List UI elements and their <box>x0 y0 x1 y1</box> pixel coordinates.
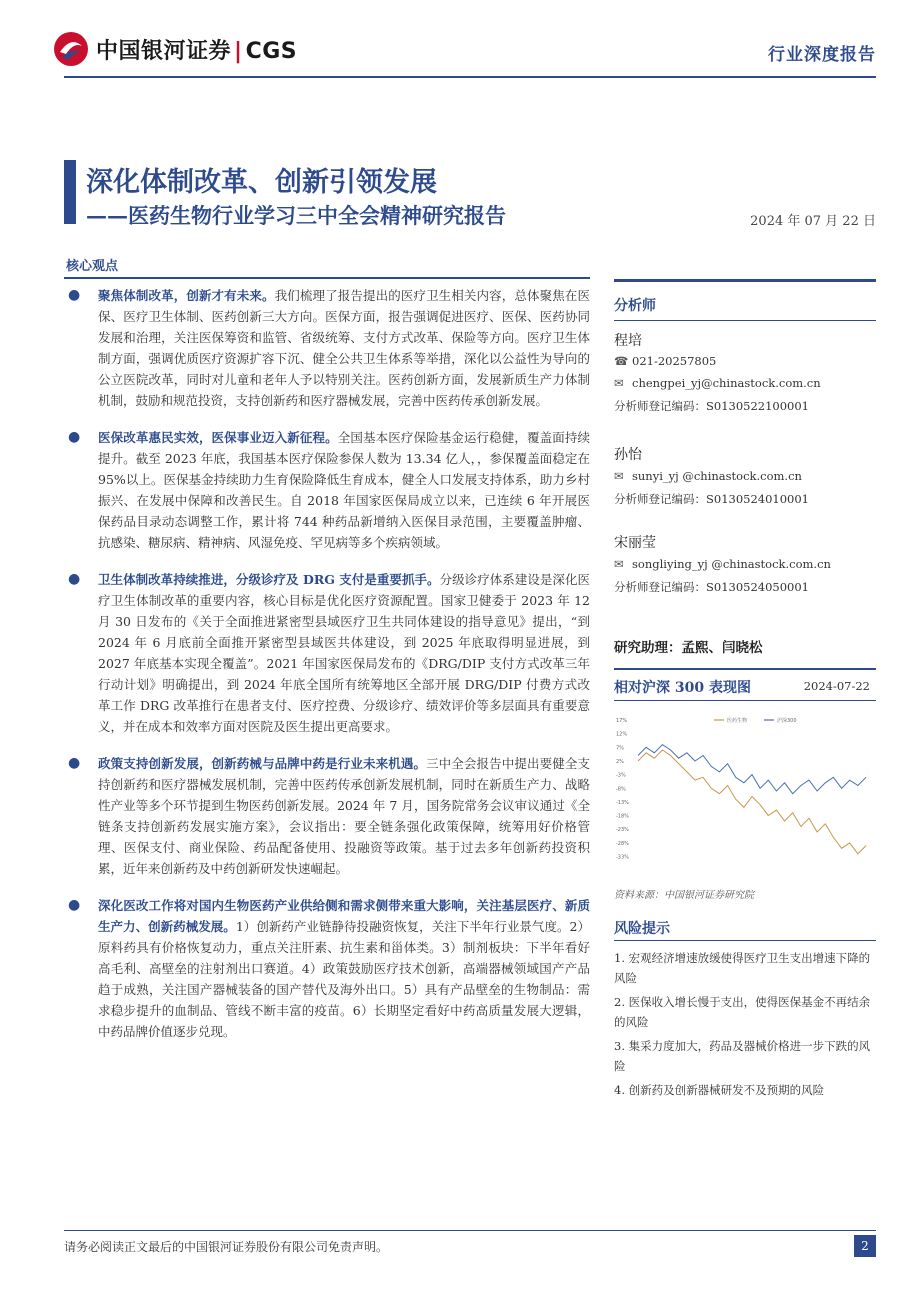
footer-disclaimer: 请务必阅读正文最后的中国银河证券股份有限公司免责声明。 <box>64 1240 389 1254</box>
y-tick-label: 2% <box>616 758 624 765</box>
list-item <box>64 427 590 553</box>
list-item: 3. 集采力度加大，药品及器械价格进一步下跌的风险 <box>614 1039 871 1073</box>
analyst-registration: 分析师登记编码：S0130522100001 <box>614 399 809 413</box>
y-tick-label: 7% <box>616 745 624 752</box>
bullet-headline: 深化医改工作将对国内生物医药产业供给侧和需求侧带来重大影响，关注基层医疗、新质生产力、创新药械发展。 <box>98 898 590 934</box>
footer-divider <box>64 1230 876 1231</box>
bullet-body: 全国基本医疗保险基金运行稳健，覆盖面持续提升。截至 2023 年底，我国基本医疗保险参保人数为 13.34 亿人，，参保覆盖面稳定在 95%以上。医保基金持续助力生育保险降低生育成本，健全人口发展支持体系，助力乡村振兴、在发展中保障和改善民生。自 2018 年国家医保局成立以来，已连续 6 年开展医保药品目录动态调整工作，累计将 744 种药品新增纳入医保目录范围，主要覆盖肿瘤、抗感染、糖尿病、精神病、风湿免疫、罕见病等多个疾病领域。 <box>98 430 590 550</box>
logo-separator: | <box>234 39 243 64</box>
analyst-email-value[interactable]: sunyi_yj @chinastock.com.cn <box>632 469 802 483</box>
bullet-body: 1）创新药产业链静待投融资恢复，关注下半年行业景气度。2）原料药具有价格恢复动力，重点关注肝素、抗生素和甾体类。3）制剂板块：下半年看好高毛利、高壁垒的注射剂出口赛道。4）政策鼓励医疗技术创新，高端器械领域国产产品趋于成熟，关注国产器械装备的国产替代及海外出口。5）具有产品壁垒的生物制品：需求稳步提升的血制品、管线不断丰富的疫苗。6）长期坚定看好中药高质量发展大逻辑，中药品牌价值逐步兑现。 <box>98 919 590 1039</box>
analyst-name: 程培 <box>614 333 642 349</box>
relative-performance-chart <box>614 712 876 877</box>
list-item <box>64 753 590 879</box>
y-tick-label: 17% <box>616 718 628 724</box>
company-logo <box>52 30 312 70</box>
phone-icon: ☎ <box>614 354 629 368</box>
bullet-icon: ● <box>68 429 81 445</box>
analyst-heading: 分析师 <box>614 298 656 314</box>
chart-heading: 相对沪深 300 表现图 <box>614 680 751 696</box>
sidebar-top-divider <box>614 279 876 282</box>
page-subtitle: ——医药生物行业学习三中全会精神研究报告 <box>86 203 506 228</box>
y-tick-label: 12% <box>616 731 628 738</box>
logo-emblem-icon <box>52 30 90 68</box>
y-tick-label: -33% <box>616 854 629 861</box>
page-number: 2 <box>854 1235 876 1257</box>
bullet-icon: ● <box>68 571 81 587</box>
y-tick-label: -28% <box>616 840 629 847</box>
logo-brand: CGS <box>245 39 298 64</box>
list-item <box>64 895 590 1042</box>
analyst-email[interactable] <box>614 557 876 571</box>
email-icon: ✉ <box>614 557 624 571</box>
analyst-email[interactable] <box>614 469 876 483</box>
bullet-headline: 政策支持创新发展，创新药械与品牌中药是行业未来机遇。 <box>98 756 427 771</box>
analyst-name: 孙怡 <box>614 447 642 463</box>
list-item: 1. 宏观经济增速放缓使得医疗卫生支出增速下降的风险 <box>614 951 871 985</box>
chart-top-divider <box>614 668 876 670</box>
report-type: 行业深度报告 <box>768 45 876 65</box>
analyst-email[interactable] <box>614 376 876 390</box>
chart-heading-divider <box>614 700 876 701</box>
analyst-email-value[interactable]: chengpei_yj@chinastock.com.cn <box>632 376 821 390</box>
list-item: 4. 创新药及创新器械研发不及预期的风险 <box>614 1083 825 1097</box>
bullet-headline: 聚焦体制改革，创新才有未来。 <box>98 288 275 303</box>
core-views-list <box>64 285 590 1042</box>
risk-heading: 风险提示 <box>614 921 670 937</box>
bullet-icon: ● <box>68 287 81 303</box>
core-views-divider <box>64 277 590 279</box>
chart-svg <box>614 712 876 877</box>
bullet-body: 我们梳理了报告提出的医疗卫生相关内容，总体聚焦在医保、医疗卫生体制、医药创新三大方向。医保方面，报告强调促进医疗、医保、医药协同发展和治理，关注医保筹资和监管、省级统筹、支付方式改革、保险等方向。医疗卫生体制方面，强调优质医疗资源扩容下沉、健全公共卫生体系等举措，深化以公益性为导向的公立医院改革，同时对儿童和老年人予以特别关注。医药创新方面，发展新质生产力体制机制，鼓励和规范投资，支持创新药和医疗器械发展，完善中医药传承创新发展。 <box>98 288 590 408</box>
chart-date: 2024-07-22 <box>803 679 870 693</box>
analyst-registration: 分析师登记编码：S0130524050001 <box>614 580 809 594</box>
page-title: 深化体制改革、创新引领发展 <box>86 167 437 198</box>
analyst-phone-value: 021-20257805 <box>632 354 717 368</box>
bullet-body: 三中全会报告中提出要健全支持创新药和医疗器械发展机制，完善中医药传承创新发展机制，同时在新质生产力、战略性产业等多个环节提到生物医药创新发展。2024 年 7 月，国务院常务会议审议通过《全链条支持创新药发展实施方案》，会议指出：要全链条强化政策保障，统筹用好价格管理、医保支付、商业保险、药品配备使用、投融资等政策。基于过去多年创新药投资积累，近年来创新药及中药创新研发快速崛起。 <box>98 756 590 876</box>
research-assistant: 研究助理：孟熙、闫晓松 <box>614 640 763 656</box>
core-views-heading: 核心观点 <box>66 259 119 274</box>
analyst-divider <box>614 320 876 321</box>
bullet-headline: 卫生体制改革持续推进，分级诊疗及 DRG 支付是重要抓手。 <box>98 572 440 587</box>
list-item: 2. 医保收入增长慢于支出，使得医保基金不再结余的风险 <box>614 995 871 1029</box>
y-tick-label: -13% <box>616 799 629 806</box>
list-item <box>64 569 590 737</box>
bullet-icon: ● <box>68 897 81 913</box>
series-line-1 <box>638 745 866 794</box>
risk-list <box>614 946 876 1102</box>
analyst-name: 宋丽莹 <box>614 535 656 551</box>
chart-source: 资料来源：中国银河证券研究院 <box>614 890 754 901</box>
header-divider <box>64 76 876 78</box>
bullet-body: 分级诊疗体系建设是深化医疗卫生体制改革的重要内容，核心目标是优化医疗资源配置。国家卫健委于 2023 年 12 月 30 日发布的《关于全面推进紧密型县域医疗卫生共同体建设的指导意见》提出，“到 2024 年 6 月底前全面推开紧密型县域医共体建设，到 2025 年底取得明显进展，到 2027 年底基本实现全覆盖”。2021 年国家医保局发布的《DRG/DIP 支付方式改革三年行动计划》明确提出，到 2024 年底全国所有统筹地区全部开展 DRG/DIP 付费方式改革工作 DRG 改革推行在患者支付、医疗控费、分级诊疗、绩效评价等多层面具有重要意义，并在成本和效率方面对医院及医生提出更高要求。 <box>98 572 590 734</box>
logo-text <box>96 34 297 65</box>
legend-label: 医药生物 <box>727 718 748 724</box>
series-line-0 <box>638 750 866 854</box>
report-date: 2024 年 07 月 22 日 <box>750 214 876 229</box>
analyst-phone <box>614 354 876 368</box>
y-tick-label: -23% <box>616 827 629 834</box>
y-tick-label: -18% <box>616 813 629 820</box>
bullet-headline: 医保改革惠民实效，医保事业迈入新征程。 <box>98 430 338 445</box>
email-icon: ✉ <box>614 376 624 390</box>
analyst-email-value[interactable]: songliying_yj @chinastock.com.cn <box>632 557 831 571</box>
email-icon: ✉ <box>614 469 624 483</box>
title-accent-bar <box>64 160 76 224</box>
legend-label: 沪深300 <box>777 718 797 724</box>
risk-divider <box>614 940 876 941</box>
y-tick-label: -3% <box>616 772 626 779</box>
list-item <box>64 285 590 411</box>
bullet-icon: ● <box>68 755 81 771</box>
logo-company-name: 中国银河证券 <box>96 39 232 64</box>
y-tick-label: -8% <box>616 786 626 793</box>
analyst-registration: 分析师登记编码：S0130524010001 <box>614 492 809 506</box>
